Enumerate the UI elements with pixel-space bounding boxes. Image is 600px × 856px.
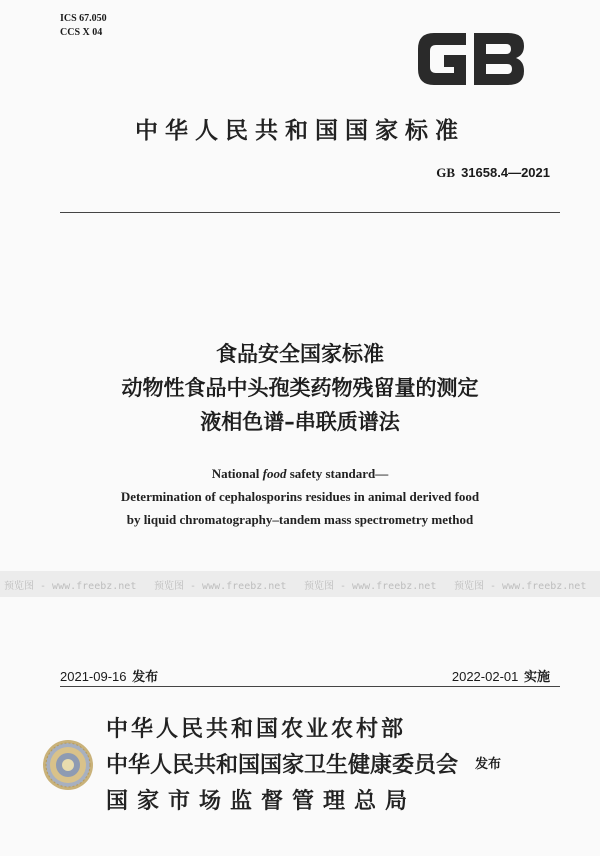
top-divider <box>60 212 560 213</box>
national-emblem-seal <box>42 739 94 791</box>
implementation-date <box>452 666 550 685</box>
watermark-text: 预览图 - www.freebz.net <box>304 580 437 592</box>
ics-code: ICS 67.050 <box>60 13 107 24</box>
issuer-1: 中华人民共和国农业农村部 <box>106 717 407 742</box>
gb-logo <box>412 25 530 93</box>
watermark-band <box>0 571 600 597</box>
issue-date-value: 2021-09-16 <box>60 669 127 684</box>
issuer-3: 国家市场监督管理总局 <box>106 789 417 814</box>
title-en-line-2: Determination of cephalosporins residues in animal derived food <box>120 489 480 504</box>
title-cn-line-2: 动物性食品中头孢类药物残留量的测定 <box>121 376 479 400</box>
title-en-line-1 <box>0 466 600 482</box>
title-en-line-3: by liquid chromatography–tandem mass spectrometry method <box>126 512 474 527</box>
implementation-date-label: 实施 <box>523 669 550 684</box>
standard-code: 31658.4—2021 <box>461 165 550 180</box>
watermark-text: 预览图 - www.freebz.net <box>154 580 287 592</box>
watermark-text: 预览图 - www.freebz.net <box>454 580 587 592</box>
issue-date <box>60 666 158 685</box>
issue-date-label: 发布 <box>132 669 159 684</box>
title-en-line-1-b: food <box>262 466 287 481</box>
watermark-text: 预览图 - www.freebz.net <box>4 580 137 592</box>
standard-number <box>436 165 550 181</box>
publish-label: 发布 <box>475 757 502 772</box>
title-cn-line-1: 食品安全国家标准 <box>216 342 384 366</box>
title-en-line-1-a: National <box>211 466 263 481</box>
implementation-date-value: 2022-02-01 <box>451 669 519 684</box>
bottom-divider <box>60 686 560 687</box>
title-cn-line-3: 液相色谱–串联质谱法 <box>200 410 400 434</box>
classification-codes <box>60 12 107 40</box>
title-en-line-1-c: safety standard— <box>286 466 389 481</box>
standard-prefix: GB <box>436 165 456 180</box>
ccs-code: CCS X 04 <box>60 27 103 38</box>
issuer-2: 中华人民共和国国家卫生健康委员会 <box>106 753 459 778</box>
country-standard-heading: 中华人民共和国国家标准 <box>135 118 465 144</box>
